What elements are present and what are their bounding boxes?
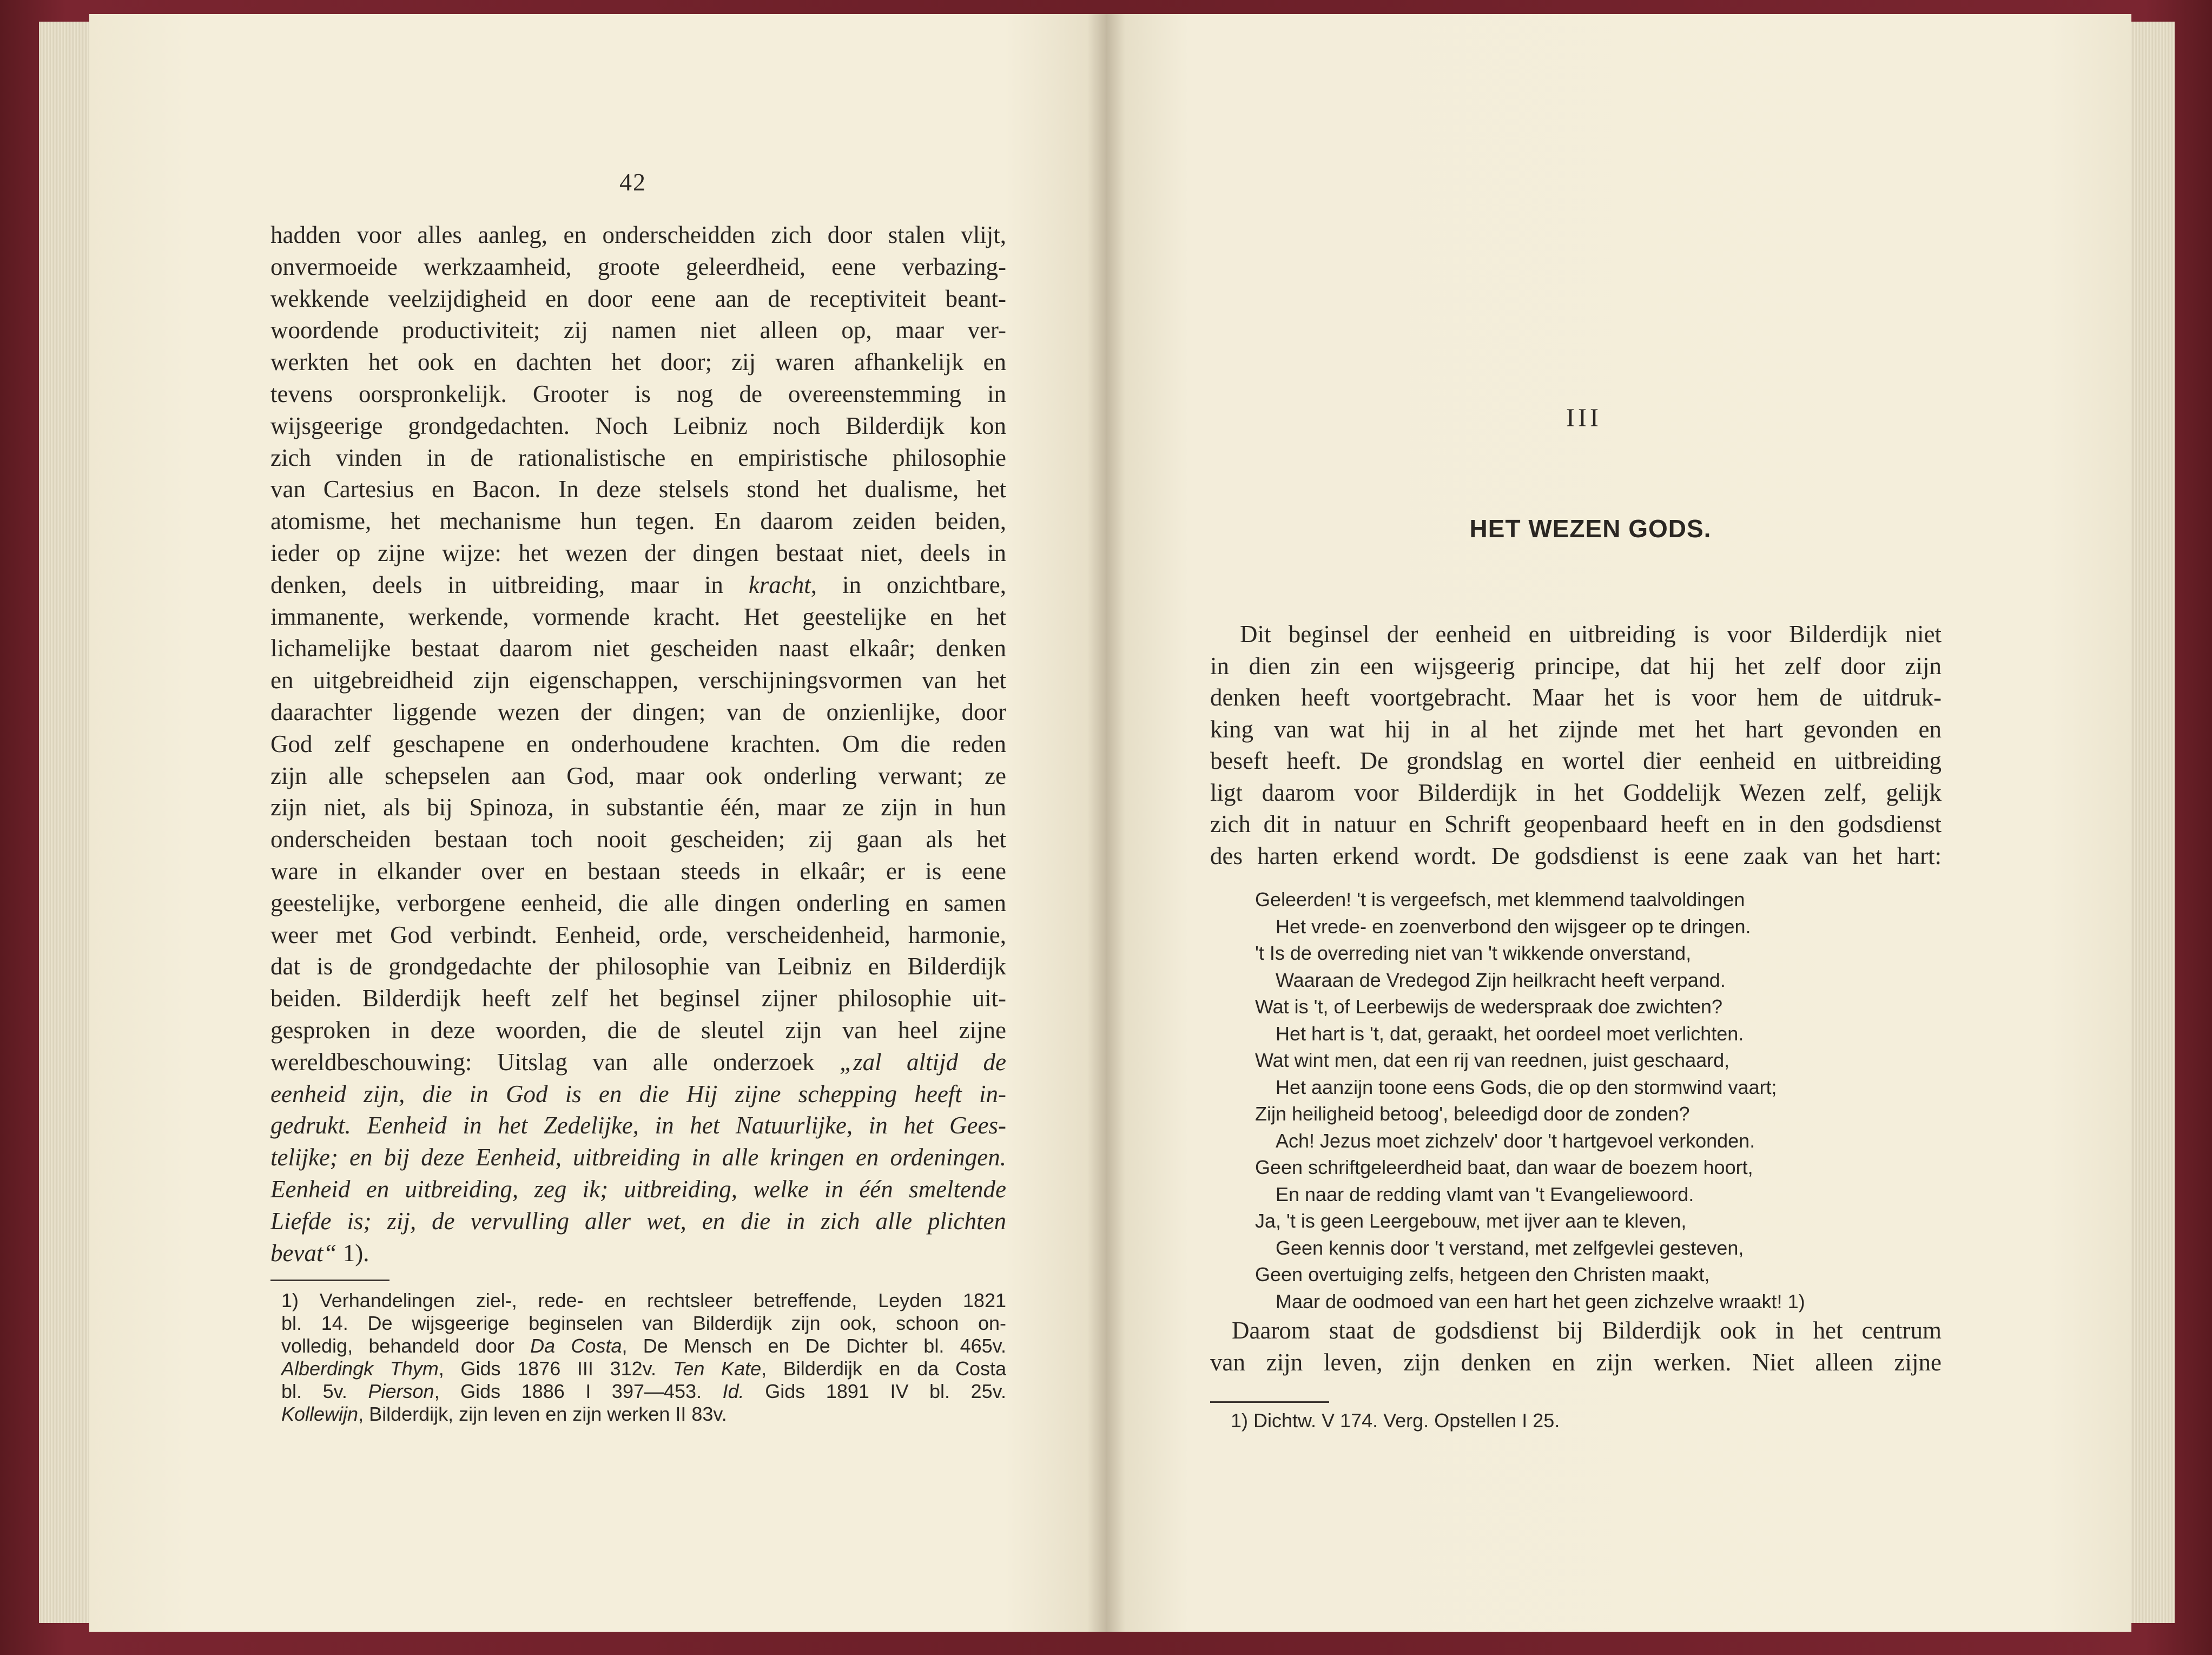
- footnote-rule-left: [270, 1280, 389, 1281]
- right-tail-line: Daarom staat de godsdienst bij Bilderdijk ook in het centrum: [1232, 1317, 1942, 1344]
- left-body-line: [270, 1142, 1006, 1173]
- chapter-title: HET WEZEN GODS.: [1469, 515, 1712, 543]
- left-body-line: denken, deels in uitbreiding, maar in kracht, in onzichtbare,: [270, 571, 1006, 598]
- poem-line: Zijn heiligheid betoog', beleedigd door de zonden?: [1255, 1103, 1690, 1125]
- italic-text: Ten Kate: [672, 1357, 762, 1380]
- footnote-rule-right: [1210, 1401, 1329, 1403]
- left-body-line: werkten het ook en dachten het door; zij waren afhankelijk en: [270, 348, 1006, 376]
- left-body-text: [270, 219, 1006, 1269]
- left-body-line: en uitgebreidheid zijn eigenschappen, verschijningsvormen van het: [270, 667, 1006, 694]
- italic-text: telijke; en bij deze Eenheid, uitbreiding in alle kringen en ordeningen.: [270, 1144, 1006, 1171]
- left-body-line: dat is de grondgedachte der philosophie van Leibniz en Bilderdijk: [270, 953, 1006, 980]
- poem-line: Geleerden! 't is vergeefsch, met klemmend taalvoldingen: [1255, 888, 1745, 911]
- poem-line: Geen schriftgeleerdheid baat, dan waar de boezem hoort,: [1255, 1156, 1753, 1178]
- left-footnote-line: bl. 5v. Pierson, Gids 1886 I 397—453. Id. Gids 1891 IV bl. 25v.: [281, 1380, 1006, 1402]
- left-body-line: onvermoeide werkzaamheid, groote geleerdheid, eene verbazing-: [270, 253, 1006, 280]
- italic-text: Id.: [722, 1380, 744, 1402]
- left-body-line: [270, 1078, 1006, 1110]
- left-body-line: onderscheiden bestaan toch nooit gescheiden; zij gaan als het: [270, 826, 1006, 853]
- left-body-line: ware in elkander over en bestaan steeds in elkaâr; er is eene: [270, 857, 1006, 885]
- poem-line: Ja, 't is geen Leergebouw, met ijver aan te kleven,: [1255, 1210, 1687, 1232]
- italic-text: kracht: [748, 571, 811, 598]
- poem-line: Geen kennis door 't verstand, met zelfgevlei gesteven,: [1276, 1236, 1744, 1259]
- right-body-line: king van wat hij in al het zijnde met het hart gevonden en: [1210, 715, 1942, 743]
- right-body-line: in dien zin een wijsgeerig principe, dat hij het zelf door zijn: [1210, 652, 1942, 680]
- left-footnote: [281, 1289, 1006, 1426]
- italic-text: Alberdingk Thym: [281, 1357, 439, 1380]
- left-body-line: woordende productiviteit; zij namen niet alleen op, maar ver-: [270, 317, 1006, 344]
- left-body-line: geestelijke, verborgene eenheid, die alle dingen onderling en samen: [270, 889, 1006, 916]
- italic-text: gedrukt. Eenheid in het Zedelijke, in het Natuurlijke, in het Gees-: [270, 1112, 1006, 1139]
- poem-line: En naar de redding vlamt van 't Evangeliewoord.: [1276, 1183, 1694, 1205]
- chapter-number: III: [1566, 404, 1602, 432]
- left-body-line: God zelf geschapene en onderhoudene krachten. Om die reden: [270, 730, 1006, 757]
- left-body-line: lichamelijke bestaat daarom niet gescheiden naast elkaâr; denken: [270, 635, 1006, 662]
- left-body-line: tevens oorspronkelijk. Grooter is nog de overeenstemming in: [270, 380, 1006, 407]
- left-footnote-line: Alberdingk Thym, Gids 1876 III 312v. Ten Kate, Bilderdijk en da Costa: [281, 1357, 1006, 1380]
- left-body-line: zijn niet, als bij Spinoza, in substantie één, maar ze zijn in hun: [270, 794, 1006, 821]
- left-body-line: ieder op zijne wijze: het wezen der dingen bestaat niet, deels in: [270, 539, 1006, 566]
- italic-text: Kollewijn: [281, 1403, 359, 1425]
- left-body-line: immanente, werkende, vormende kracht. Het geestelijke en het: [270, 603, 1006, 630]
- italic-text: eenheid zijn, die in God is en die Hij zijne schepping heeft in-: [270, 1080, 1006, 1107]
- poem-line: Waaraan de Vredegod Zijn heilkracht heeft verpand.: [1276, 968, 1726, 991]
- right-footnote: 1) Dichtw. V 174. Verg. Opstellen I 25.: [1231, 1409, 1560, 1432]
- poem-line: 't Is de overreding niet van 't wikkende onverstand,: [1255, 942, 1692, 964]
- poem-line: Ach! Jezus moet zichzelv' door 't hartgevoel verkonden.: [1276, 1129, 1755, 1152]
- italic-text: „zal altijd de: [840, 1048, 1006, 1076]
- left-body-line: [270, 1205, 1006, 1237]
- poem-line: Maar de oodmoed van een hart het geen zichzelve wraakt! 1): [1276, 1290, 1805, 1313]
- left-body-line: hadden voor alles aanleg, en onderscheidden zich door stalen vlijt,: [270, 221, 1006, 248]
- italic-text: Liefde is; zij, de vervulling aller wet, en die in zich alle plichten: [270, 1207, 1006, 1235]
- right-body-text: [1210, 618, 1942, 872]
- right-body-line: beseft heeft. De grondslag en wortel dier eenheid en uitbreiding: [1210, 747, 1942, 774]
- book-gutter: [1087, 14, 1125, 1632]
- left-body-line: [270, 1173, 1006, 1205]
- italic-text: Da Costa: [530, 1335, 622, 1357]
- left-footnote-line: volledig, behandeld door Da Costa, De Mensch en De Dichter bl. 465v.: [281, 1335, 1006, 1357]
- poem-line: Wat is 't, of Leerbewijs de wederspraak doe zwichten?: [1255, 995, 1722, 1018]
- poem-line: Het aanzijn toone eens Gods, die op den stormwind vaart;: [1276, 1076, 1777, 1098]
- left-body-line: [270, 1110, 1006, 1142]
- left-body-line: daarachter liggende wezen der dingen; van de onzienlijke, door: [270, 698, 1006, 726]
- left-body-line: bevat“ 1).: [270, 1239, 369, 1267]
- right-tail-line: van zijn leven, zijn denken en zijn werken. Niet alleen zijne: [1210, 1348, 1942, 1376]
- right-body-continuation: [1210, 1315, 1942, 1378]
- right-body-line: denken heeft voortgebracht. Maar het is voor hem de uitdruk-: [1210, 684, 1942, 711]
- right-body-line: ligt daarom voor Bilderdijk in het Goddelijk Wezen zelf, gelijk: [1210, 779, 1942, 806]
- left-footnote-line: bl. 14. De wijsgeerige beginselen van Bilderdijk zijn ook, schoon on-: [281, 1312, 1006, 1334]
- poem-line: Geen overtuiging zelfs, hetgeen den Christen maakt,: [1255, 1263, 1710, 1285]
- left-body-line: van Cartesius en Bacon. In deze stelsels stond het dualisme, het: [270, 476, 1006, 503]
- poem-line: Het hart is 't, dat, geraakt, het oordeel moet verlichten.: [1276, 1022, 1744, 1045]
- poem-line: Het vrede- en zoenverbond den wijsgeer op te dringen.: [1276, 915, 1751, 938]
- poem-quote: [1255, 886, 1969, 1315]
- right-body-line: zich dit in natuur en Schrift geopenbaard heeft en in den godsdienst: [1210, 810, 1942, 838]
- page-number: 42: [619, 168, 646, 196]
- italic-text: Eenheid en uitbreiding, zeg ik; uitbreiding, welke in één smeltende: [270, 1175, 1006, 1203]
- right-body-line: Dit beginsel der eenheid en uitbreiding is voor Bilderdijk niet: [1240, 621, 1942, 648]
- left-body-line: beiden. Bilderdijk heeft zelf het beginsel zijner philosophie uit-: [270, 985, 1006, 1012]
- italic-text: bevat“: [270, 1239, 337, 1267]
- left-body-line: weer met God verbindt. Eenheid, orde, verscheidenheid, harmonie,: [270, 921, 1006, 948]
- left-body-line: zich vinden in de rationalistische en empiristische philosophie: [270, 444, 1006, 471]
- page-edges-right: [2131, 22, 2175, 1623]
- left-body-line: atomisme, het mechanisme hun tegen. En daarom zeiden beiden,: [270, 507, 1006, 535]
- poem-line: Wat wint men, dat een rij van reednen, juist geschaard,: [1255, 1049, 1730, 1071]
- italic-text: Pierson: [368, 1380, 434, 1402]
- left-footnote-line: 1) Verhandelingen ziel-, rede- en rechtsleer betreffende, Leyden 1821: [281, 1289, 1006, 1311]
- left-footnote-line: Kollewijn, Bilderdijk, zijn leven en zijn werken II 83v.: [281, 1403, 727, 1425]
- left-body-line: wereldbeschouwing: Uitslag van alle onderzoek „zal altijd de: [270, 1048, 1006, 1076]
- left-body-line: zijn alle schepselen aan God, maar ook onderling verwant; ze: [270, 762, 1006, 789]
- left-body-line: wijsgeerige grondgedachten. Noch Leibniz noch Bilderdijk kon: [270, 412, 1006, 439]
- left-body-line: gesproken in deze woorden, die de sleutel zijn van heel zijne: [270, 1016, 1006, 1044]
- left-body-line: wekkende veelzijdigheid en door eene aan de receptiviteit beant-: [270, 285, 1006, 312]
- right-body-line: des harten erkend wordt. De godsdienst is eene zaak van het hart:: [1210, 842, 1942, 869]
